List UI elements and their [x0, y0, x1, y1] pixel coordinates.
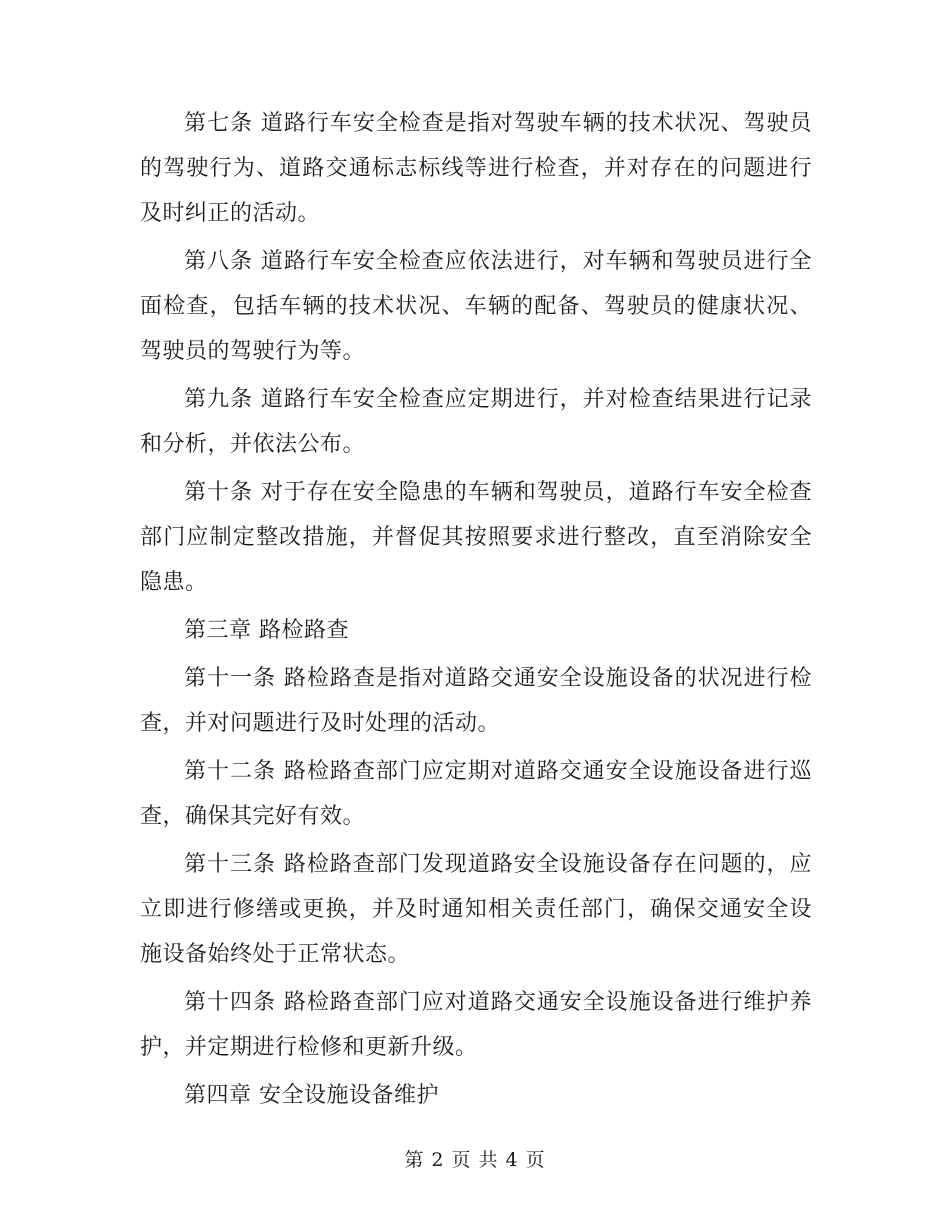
article-11: 第十一条 路检路查是指对道路交通安全设施设备的状况进行检查，并对问题进行及时处理的活动。: [140, 666, 812, 736]
article-8: 第八条 道路行车安全检查应依法进行，对车辆和驾驶员进行全面检查，包括车辆的技术状况、车辆的配备、驾驶员的健康状况、驾驶员的驾驶行为等。: [140, 249, 812, 364]
article-9: 第九条 道路行车安全检查应定期进行，并对检查结果进行记录和分析，并依法公布。: [140, 387, 812, 457]
chapter-4-heading: 第四章 安全设施设备维护: [184, 1083, 439, 1108]
article-12: 第十二条 路检路查部门应定期对道路交通安全设施设备进行巡查，确保其完好有效。: [140, 759, 812, 829]
page-number: 第 2 页 共 4 页: [404, 1149, 546, 1171]
chapter-3-heading: 第三章 路检路查: [184, 618, 349, 643]
article-13: 第十三条 路检路查部门发现道路安全设施设备存在问题的，应立即进行修缮或更换，并及时通知相关责任部门，确保交通安全设施设备始终处于正常状态。: [140, 852, 812, 967]
article-7: 第七条 道路行车安全检查是指对驾驶车辆的技术状况、驾驶员的驾驶行为、道路交通标志标线等进行检查，并对存在的问题进行及时纠正的活动。: [140, 111, 812, 226]
article-10: 第十条 对于存在安全隐患的车辆和驾驶员，道路行车安全检查部门应制定整改措施，并督促其按照要求进行整改，直至消除安全隐患。: [140, 480, 812, 595]
page-footer: [0, 1145, 950, 1172]
document-body: [140, 101, 812, 1121]
article-14: 第十四条 路检路查部门应对道路交通安全设施设备进行维护养护，并定期进行检修和更新升级。: [140, 990, 812, 1060]
